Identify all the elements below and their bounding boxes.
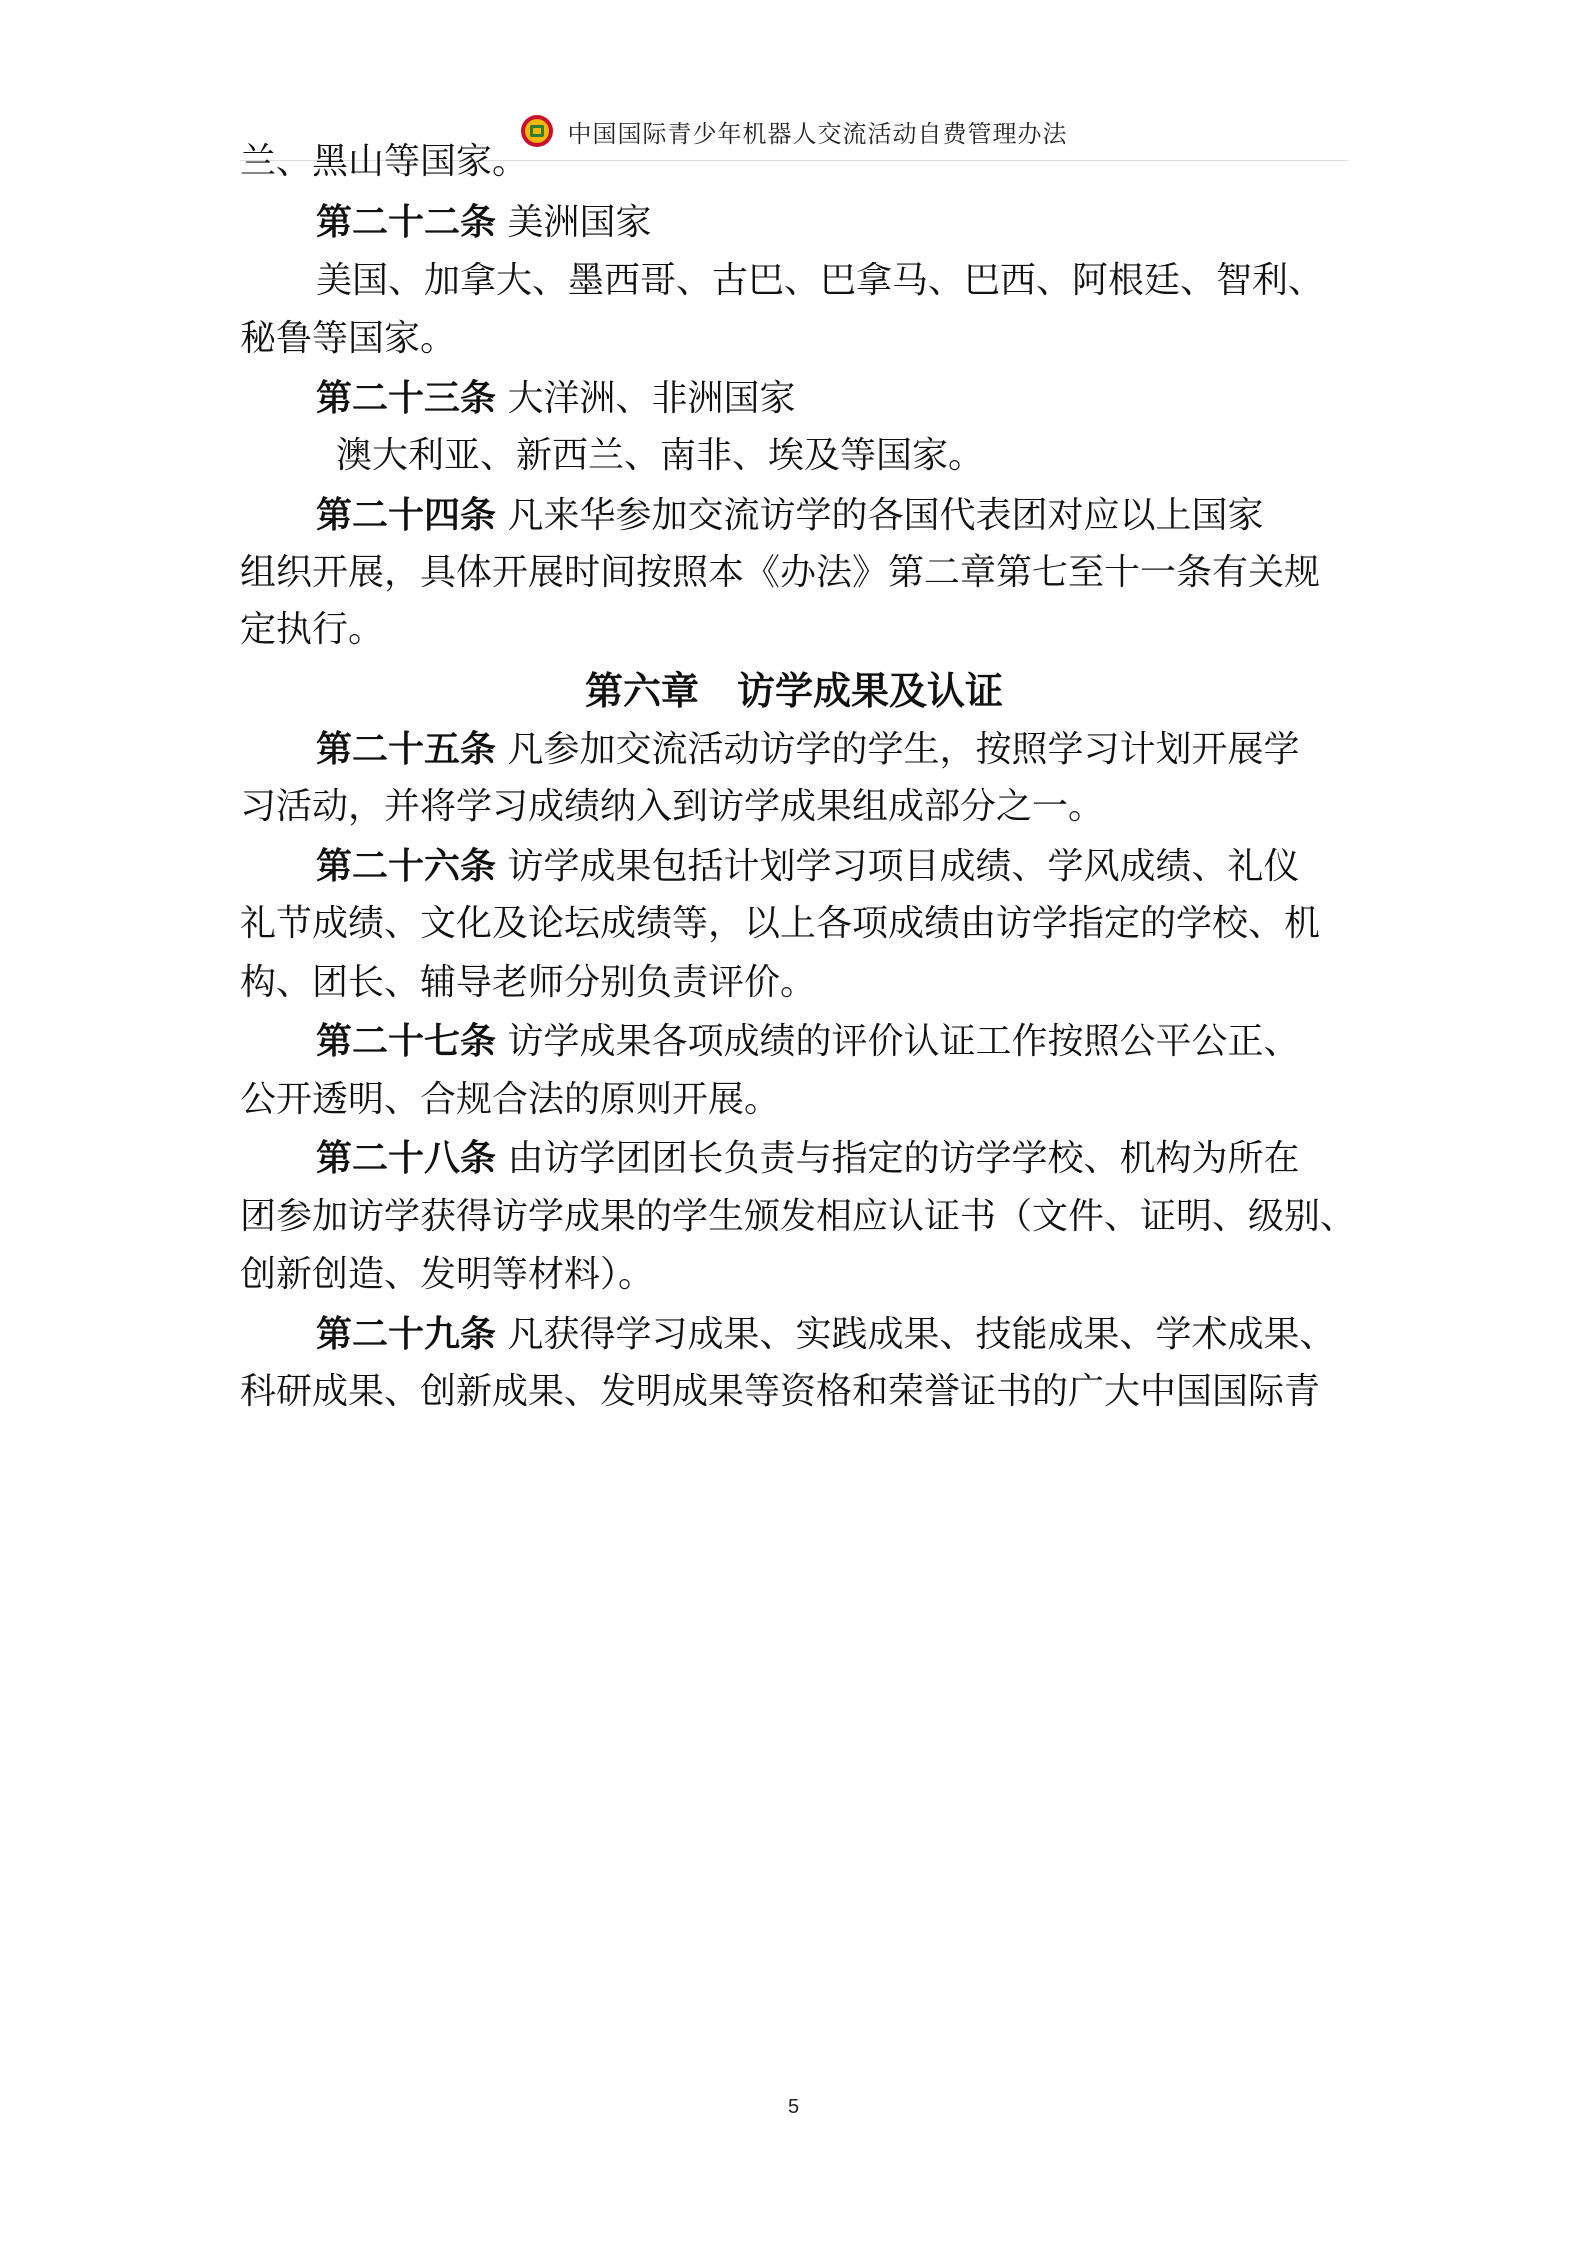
article-number: 第二十九条: [316, 1313, 497, 1355]
chapter-title: 第六章 访学成果及认证: [584, 668, 1003, 713]
article-heading: 第二十二条 美洲国家: [316, 201, 652, 243]
text-line: 组织开展，具体开展时间按照本《办法》第二章第七至十一条有关规: [240, 552, 1321, 593]
text-line: 团参加访学获得访学成果的学生颁发相应认证书（文件、证明、级别、: [240, 1196, 1357, 1237]
article-number: 第二十六条: [316, 845, 497, 887]
article-paragraph: 第二十七条 访学成果各项成绩的评价认证工作按照公平公正、: [316, 1020, 1300, 1062]
text-line: 兰、黑山等国家。: [240, 141, 529, 182]
article-number: 第二十二条: [316, 201, 497, 243]
article-heading: 第二十三条 大洋洲、非洲国家: [316, 377, 796, 419]
article-number: 第二十五条: [316, 728, 497, 770]
article-number: 第二十三条: [316, 377, 497, 419]
article-number: 第二十四条: [316, 494, 497, 536]
page-header: [0, 108, 1587, 154]
header-title: 中国国际青少年机器人交流活动自费管理办法: [567, 119, 1068, 148]
text-line: 创新创造、发明等材料）。: [240, 1254, 655, 1295]
text-line: 澳大利亚、新西兰、南非、埃及等国家。: [336, 435, 985, 476]
article-paragraph: 第二十六条 访学成果包括计划学习项目成绩、学风成绩、礼仪: [316, 845, 1300, 887]
page-number: 5: [787, 2096, 800, 2118]
article-paragraph: 第二十九条 凡获得学习成果、实践成果、技能成果、学术成果、: [316, 1313, 1336, 1355]
text-line: 公开透明、合规合法的原则开展。: [240, 1079, 781, 1120]
article-paragraph: 第二十八条 由访学团团长负责与指定的访学学校、机构为所在: [316, 1137, 1300, 1179]
article-paragraph: 第二十四条 凡来华参加交流访学的各国代表团对应以上国家: [316, 494, 1264, 536]
article-number: 第二十七条: [316, 1020, 497, 1062]
text-line: 构、团长、辅导老师分别负责评价。: [240, 962, 817, 1003]
text-line: 定执行。: [240, 609, 385, 650]
article-number: 第二十八条: [316, 1137, 497, 1179]
text-line: 科研成果、创新成果、发明成果等资格和荣誉证书的广大中国国际青: [240, 1371, 1321, 1412]
text-line: 礼节成绩、文化及论坛成绩等，以上各项成绩由访学指定的学校、机: [240, 903, 1321, 944]
text-line: 秘鲁等国家。: [240, 318, 457, 359]
text-line: 习活动，并将学习成绩纳入到访学成果组成部分之一。: [240, 786, 1105, 827]
text-line: 美国、加拿大、墨西哥、古巴、巴拿马、巴西、阿根廷、智利、: [316, 260, 1325, 301]
article-paragraph: 第二十五条 凡参加交流活动访学的学生，按照学习计划开展学: [316, 728, 1300, 770]
